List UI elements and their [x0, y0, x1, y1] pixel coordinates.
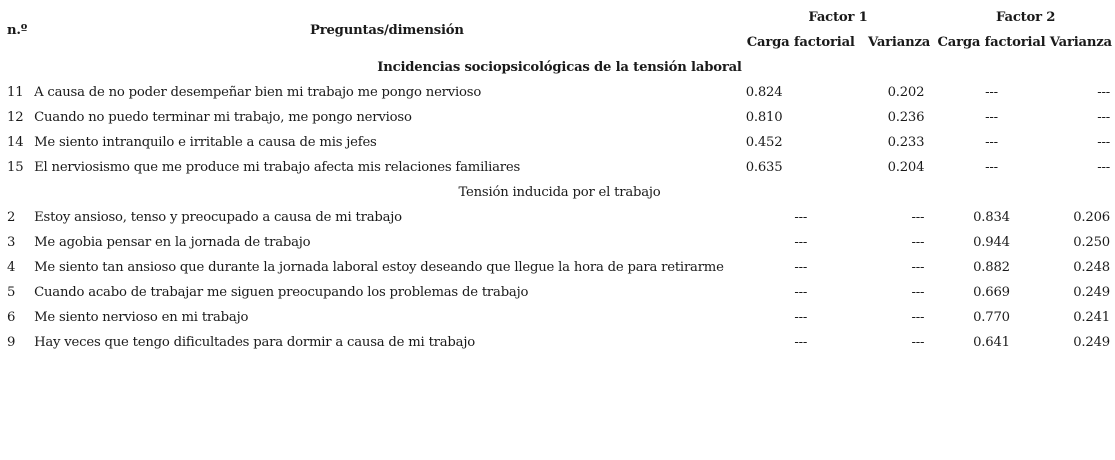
item-question: Cuando no puedo terminar mi trabajo, me pongo nervioso: [34, 110, 412, 125]
table-row: [4, 305, 1115, 330]
table-row: [4, 255, 1115, 280]
table-row: [4, 230, 1115, 255]
carga-factor1-value: 0.452: [745, 135, 783, 150]
varianza-factor1-value: 0.236: [887, 110, 925, 125]
header-question: Preguntas/dimensión: [310, 22, 464, 38]
item-number: 3: [7, 235, 16, 250]
carga-factor2-value: 0.834: [973, 210, 1010, 225]
header-carga-factor2: Carga factorial: [937, 35, 1046, 50]
carga-factor2-value: 0.882: [973, 260, 1010, 275]
carga-factor2-value: 0.944: [973, 235, 1010, 250]
varianza-factor1-value: ---: [911, 210, 925, 225]
header-carga-factor1: Carga factorial: [746, 35, 855, 50]
item-number: 15: [7, 160, 24, 175]
item-number: 4: [7, 260, 16, 275]
item-question: Cuando acabo de trabajar me siguen preocupando los problemas de trabajo: [34, 285, 529, 300]
carga-factor1-value: 0.810: [745, 110, 783, 125]
header-varianza-factor1: Varianza: [868, 35, 931, 50]
table-row: [4, 205, 1115, 230]
varianza-factor2-value: ---: [1097, 160, 1110, 175]
varianza-factor2-value: 0.206: [1073, 210, 1110, 225]
item-question: Estoy ansioso, tenso y preocupado a causa de mi trabajo: [34, 210, 402, 225]
section-row: [4, 55, 1115, 80]
item-question: Me siento tan ansioso que durante la jornada laboral estoy deseando que llegue la hora de para retirarme: [34, 260, 724, 275]
carga-factor2-value: 0.669: [973, 285, 1010, 300]
factor-table: [4, 5, 1115, 355]
item-number: 6: [7, 310, 16, 325]
carga-factor1-value: ---: [794, 260, 808, 275]
carga-factor2-value: 0.641: [973, 335, 1010, 350]
table-row: [4, 80, 1115, 105]
varianza-factor2-value: ---: [1097, 135, 1110, 150]
item-number: 14: [7, 135, 24, 150]
carga-factor1-value: ---: [794, 335, 808, 350]
header-num: n.º: [7, 22, 28, 38]
item-number: 5: [7, 285, 16, 300]
table-row: [4, 155, 1115, 180]
item-question: Me agobia pensar en la jornada de trabajo: [34, 235, 311, 250]
table-row: [4, 130, 1115, 155]
section-title: Incidencias sociopsicológicas de la tensión laboral: [377, 60, 742, 75]
item-number: 2: [7, 210, 16, 225]
carga-factor1-value: 0.635: [745, 160, 783, 175]
carga-factor2-value: 0.770: [973, 310, 1010, 325]
item-number: 11: [7, 85, 24, 100]
item-question: El nerviosismo que me produce mi trabajo afecta mis relaciones familiares: [34, 160, 521, 175]
section-row: [4, 180, 1115, 205]
table-body: [4, 180, 1115, 205]
carga-factor2-value: ---: [985, 135, 998, 150]
header-factor1: Factor 1: [808, 10, 868, 25]
carga-factor2-value: ---: [985, 110, 998, 125]
varianza-factor1-value: ---: [911, 235, 925, 250]
varianza-factor2-value: 0.250: [1073, 235, 1110, 250]
table-header: [4, 5, 1115, 55]
varianza-factor1-value: 0.233: [887, 135, 925, 150]
varianza-factor2-value: ---: [1097, 110, 1110, 125]
carga-factor1-value: ---: [794, 210, 808, 225]
section-title: Tensión inducida por el trabajo: [458, 185, 661, 200]
varianza-factor1-value: ---: [911, 285, 925, 300]
header-factor2: Factor 2: [996, 10, 1056, 25]
carga-factor2-value: ---: [985, 160, 998, 175]
varianza-factor1-value: ---: [911, 335, 925, 350]
varianza-factor2-value: 0.241: [1073, 310, 1110, 325]
section2-rows: [4, 205, 1115, 355]
varianza-factor2-value: ---: [1097, 85, 1110, 100]
table-row: [4, 330, 1115, 355]
carga-factor2-value: ---: [985, 85, 998, 100]
varianza-factor1-value: 0.204: [887, 160, 925, 175]
item-number: 9: [7, 335, 16, 350]
carga-factor1-value: 0.824: [745, 85, 783, 100]
header-varianza-factor2: Varianza: [1049, 35, 1112, 50]
varianza-factor1-value: ---: [911, 310, 925, 325]
carga-factor1-value: ---: [794, 310, 808, 325]
section1-rows: [4, 80, 1115, 180]
item-question: Hay veces que tengo dificultades para dormir a causa de mi trabajo: [34, 335, 475, 350]
table-body: [4, 55, 1115, 80]
varianza-factor1-value: 0.202: [887, 85, 925, 100]
item-question: A causa de no poder desempeñar bien mi trabajo me pongo nervioso: [34, 85, 482, 100]
varianza-factor1-value: ---: [911, 260, 925, 275]
varianza-factor2-value: 0.249: [1073, 285, 1110, 300]
item-question: Me siento intranquilo e irritable a causa de mis jefes: [34, 135, 377, 150]
item-question: Me siento nervioso en mi trabajo: [34, 310, 249, 325]
varianza-factor2-value: 0.249: [1073, 335, 1110, 350]
item-number: 12: [7, 110, 24, 125]
carga-factor1-value: ---: [794, 285, 808, 300]
table-row: [4, 280, 1115, 305]
carga-factor1-value: ---: [794, 235, 808, 250]
varianza-factor2-value: 0.248: [1073, 260, 1110, 275]
table-row: [4, 105, 1115, 130]
